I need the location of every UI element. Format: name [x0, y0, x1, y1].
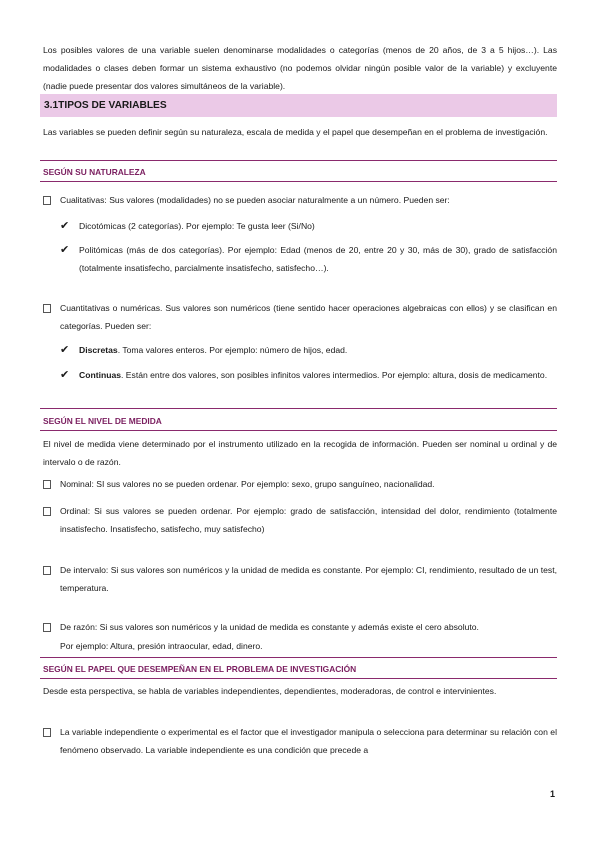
section-intro: Las variables se pueden definir según su naturaleza, escala de medida y el papel que desempeñan en el problema de investigación. [43, 127, 548, 137]
heading-rule-bottom [40, 430, 557, 431]
square-bullet-icon [43, 623, 51, 632]
square-bullet-icon [43, 507, 51, 516]
heading-rule-top [40, 657, 557, 658]
item-razon-example: Por ejemplo: Altura, presión intraocular, edad, dinero. [60, 641, 263, 651]
heading-rule-top [40, 160, 557, 161]
square-bullet-icon [43, 728, 51, 737]
section-title: 3.1TIPOS DE VARIABLES [44, 100, 167, 111]
continuas-text: . Están entre dos valores, son posibles infinitos valores intermedios. Por ejemplo: altura, dosis de medicamento. [121, 370, 548, 380]
item-independiente: La variable independiente o experimental es el factor que el investigador manipula o selecciona para determinar su relación con el fenómeno observado. La variable independiente es una condición que precede a [60, 727, 557, 755]
checkmark-icon: ✔ [60, 369, 70, 381]
item-politomicas: Politómicas (más de dos categorías). Por ejemplo: Edad (menos de 20, entre 20 y 30, más de 30), grado de satisfacción (totalmente insatisfecho, parcialmente insatisfecho, satisfecho…). [79, 245, 557, 273]
medida-intro: El nivel de medida viene determinado por el instrumento utilizado en la recogida de información. Pueden ser nominal u ordinal y de intervalo o de razón. [43, 439, 557, 467]
item-razon: De razón: Si sus valores son numéricos y la unidad de medida es constante y además existe el cero absoluto. [60, 622, 479, 632]
item-ordinal: Ordinal: Si sus valores se pueden ordenar. Por ejemplo: grado de satisfacción, intensidad del dolor, rendimiento (totalmente insatisfecho. Insatisfecho, satisfecho, muy satisfecho) [60, 506, 557, 534]
item-nominal: Nominal: SI sus valores no se pueden ordenar. Por ejemplo: sexo, grupo sanguíneo, nacionalidad. [60, 479, 435, 489]
heading-papel: SEGÚN EL PAPEL QUE DESEMPEÑAN EN EL PROBLEMA DE INVESTIGACIÓN [43, 664, 357, 674]
papel-intro: Desde esta perspectiva, se habla de variables independientes, dependientes, moderadoras, de control e intervinientes. [43, 686, 497, 696]
item-discretas [79, 341, 557, 359]
heading-rule-bottom [40, 181, 557, 182]
square-bullet-icon [43, 480, 51, 489]
item-intervalo: De intervalo: Si sus valores son numéricos y la unidad de medida es constante. Por ejemplo: CI, rendimiento, resultado de un test, temperatura. [60, 565, 557, 593]
heading-medida: SEGÚN EL NIVEL DE MEDIDA [43, 416, 162, 426]
checkmark-icon: ✔ [60, 244, 70, 256]
square-bullet-icon [43, 304, 51, 313]
page-number: 1 [550, 789, 556, 799]
discretas-text: . Toma valores enteros. Por ejemplo: número de hijos, edad. [117, 345, 348, 355]
heading-rule-bottom [40, 678, 557, 679]
item-cuantitativas: Cuantitativas o numéricas. Sus valores son numéricos (tiene sentido hacer operaciones algebraicas con ellos) y se clasifican en categorías. Pueden ser: [60, 303, 557, 331]
square-bullet-icon [43, 196, 51, 205]
discretas-label: Discretas [79, 345, 118, 355]
item-dicotomicas: Dicotómicas (2 categorías). Por ejemplo: Te gusta leer (Si/No) [79, 221, 315, 231]
item-cualitativas: Cualitativas: Sus valores (modalidades) no se pueden asociar naturalmente a un número. Pueden ser: [60, 195, 450, 205]
square-bullet-icon [43, 566, 51, 575]
heading-rule-top [40, 408, 557, 409]
item-continuas [79, 366, 557, 384]
checkmark-icon: ✔ [60, 220, 70, 232]
continuas-label: Continuas [79, 370, 122, 380]
heading-naturaleza: SEGÚN SU NATURALEZA [43, 167, 146, 177]
checkmark-icon: ✔ [60, 344, 70, 356]
intro-paragraph: Los posibles valores de una variable suelen denominarse modalidades o categorías (menos de 20 años, de 3 a 5 hijos…). Las modalidades o clases deben formar un sistema exhaustivo (no podemos olvidar ningún posible valor de la variable) y excluyente (nadie puede presentar dos valores simultáneos de la variable). [43, 45, 557, 91]
